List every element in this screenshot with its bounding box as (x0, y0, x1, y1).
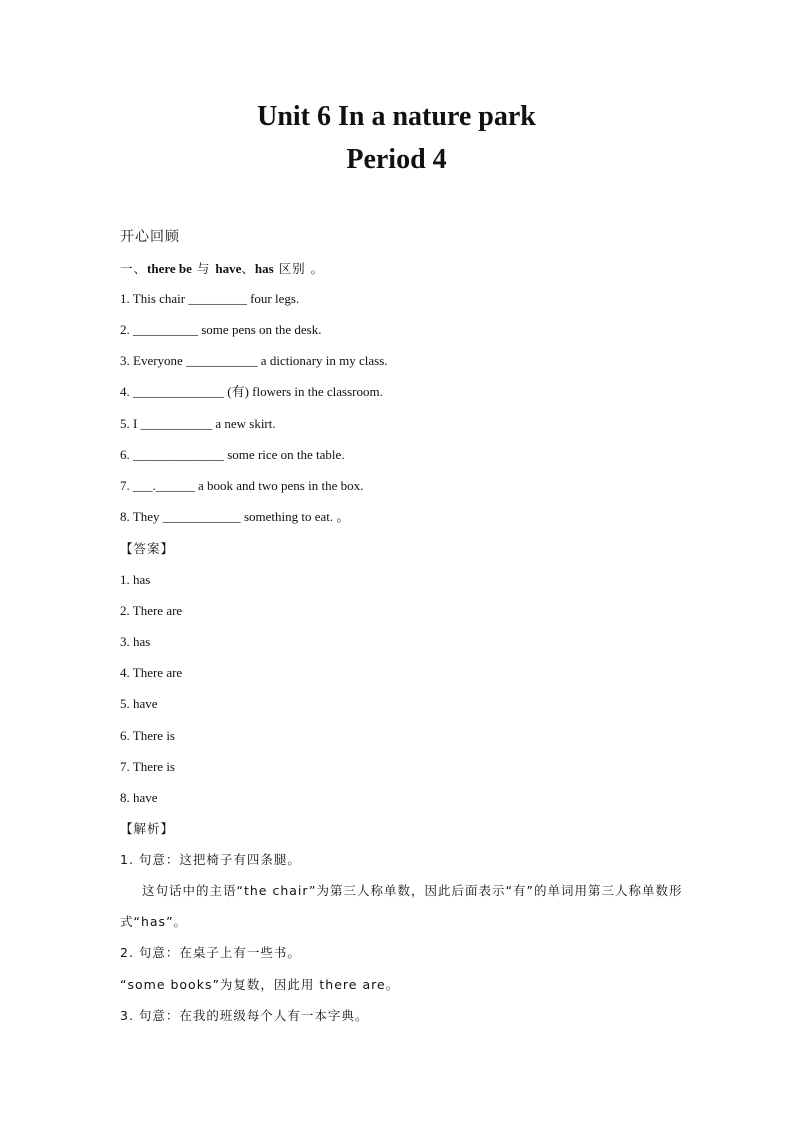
exercise-instruction (120, 260, 324, 278)
instruction-separator: 、 (241, 261, 255, 276)
document-subtitle: Period 4 (346, 144, 447, 175)
answer-8: 8. have (120, 790, 158, 805)
answer-5: 5. have (120, 696, 158, 711)
analysis-1-body-cont: 式“has”。 (120, 914, 188, 929)
instruction-term-has: has (254, 261, 274, 276)
instruction-suffix: 区别 。 (273, 261, 325, 276)
question-3: 3. Everyone ___________ a dictionary in my class. (120, 353, 388, 368)
instruction-connector: 与 (191, 261, 216, 276)
question-6: 6. ______________ some rice on the table. (120, 447, 345, 462)
question-1: 1. This chair _________ four legs. (120, 291, 300, 306)
analysis-1-body: 这句话中的主语“the chair”为第三人称单数，因此后面表示“有”的单词用第三人称单数形 (142, 883, 683, 898)
answer-6: 6. There is (120, 728, 175, 743)
analysis-heading: 【解析】 (120, 821, 175, 836)
instruction-prefix: 一、 (120, 261, 148, 276)
analysis-3-title: 3. 句意：在我的班级每个人有一本字典。 (120, 1008, 369, 1023)
question-7: 7. ___.______ a book and two pens in the box. (120, 478, 364, 493)
answer-3: 3. has (120, 634, 151, 649)
answer-2: 2. There are (120, 603, 183, 618)
answer-7: 7. There is (120, 759, 175, 774)
answer-4: 4. There are (120, 665, 183, 680)
question-5: 5. I ___________ a new skirt. (120, 416, 276, 431)
section-heading: 开心回顾 (120, 229, 180, 245)
analysis-2-body: “some books”为复数，因此用 there are。 (120, 977, 400, 992)
question-8: 8. They ____________ something to eat. 。 (120, 509, 350, 524)
answer-heading: 【答案】 (120, 541, 175, 556)
analysis-2-title: 2. 句意：在桌子上有一些书。 (120, 945, 301, 960)
instruction-term-have: have (215, 261, 242, 276)
question-2: 2. __________ some pens on the desk. (120, 322, 322, 337)
question-4: 4. ______________ (有) flowers in the classroom. (120, 384, 383, 399)
answer-1: 1. has (120, 572, 151, 587)
instruction-term-there-be: there be (147, 261, 192, 276)
analysis-1-title: 1. 句意：这把椅子有四条腿。 (120, 852, 301, 867)
document-title: Unit 6 In a nature park (257, 101, 536, 132)
